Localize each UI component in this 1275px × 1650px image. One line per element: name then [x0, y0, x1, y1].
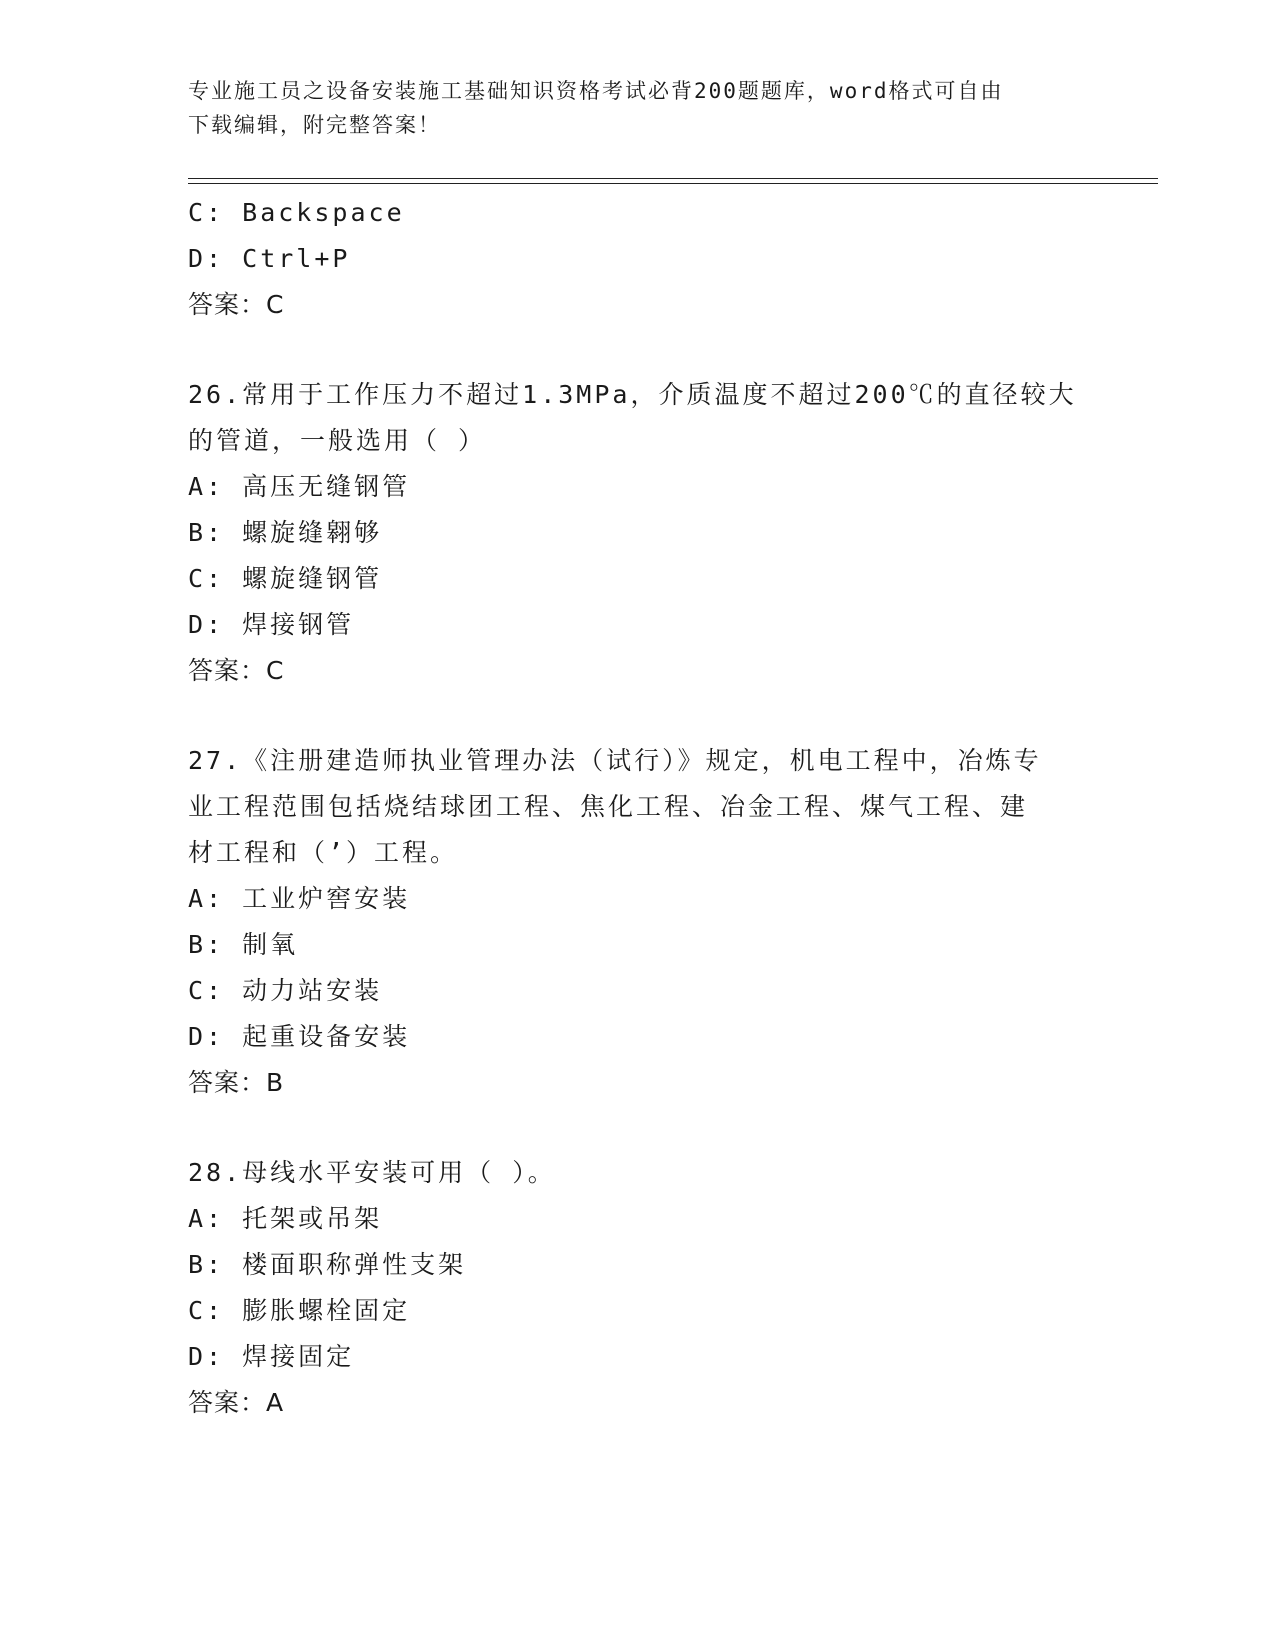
option-line: A: 高压无缝钢管 — [188, 472, 411, 501]
option-line: C: 动力站安装 — [188, 976, 383, 1005]
spacer — [188, 1106, 1088, 1150]
option-line: B: 制氧 — [188, 930, 299, 959]
option-line: A: 工业炉窖安装 — [188, 884, 411, 913]
spacer — [188, 694, 1088, 738]
question-text: 27.《注册建造师执业管理办法（试行）》规定，机电工程中，冶炼专 — [188, 746, 1042, 775]
option-line: A: 托架或吊架 — [188, 1204, 383, 1233]
header-line-2: 下载编辑，附完整答案！ — [188, 113, 441, 137]
option-line: B: 螺旋缝翱够 — [188, 518, 383, 547]
question-block — [188, 1150, 1088, 1426]
question-text: 26.常用于工作压力不超过1.3MPa，介质温度不超过200℃的直径较大 — [188, 380, 1077, 409]
header-line-1: 专业施工员之设备安装施工基础知识资格考试必背200题题库，word格式可自由 — [188, 79, 1004, 103]
question-block — [188, 738, 1088, 1106]
header-divider-top — [188, 178, 1158, 179]
question-block — [188, 372, 1088, 694]
option-line: D: Ctrl+P — [188, 244, 351, 273]
option-line: D: 焊接钢管 — [188, 610, 355, 639]
answer-line: 答案：C — [188, 656, 285, 685]
option-line: C: 膨胀螺栓固定 — [188, 1296, 411, 1325]
header-divider-bottom — [188, 183, 1158, 184]
answer-line: 答案：B — [188, 1068, 285, 1097]
question-text: 的管道，一般选用（ ） — [188, 426, 487, 455]
option-line: B: 楼面职称弹性支架 — [188, 1250, 467, 1279]
question-text: 28.母线水平安装可用（ ）。 — [188, 1158, 556, 1187]
spacer — [188, 328, 1088, 372]
question-text: 材工程和（’）工程。 — [188, 838, 459, 867]
question-text: 业工程范围包括烧结球团工程、焦化工程、冶金工程、煤气工程、建 — [188, 792, 1029, 821]
option-line: D: 起重设备安装 — [188, 1022, 411, 1051]
document-header — [188, 74, 1068, 142]
option-line: C: 螺旋缝钢管 — [188, 564, 383, 593]
question-block — [188, 190, 1088, 328]
answer-line: 答案：C — [188, 290, 285, 319]
option-line: C: Backspace — [188, 198, 405, 227]
answer-line: 答案：A — [188, 1388, 285, 1417]
question-list — [188, 190, 1088, 1426]
option-line: D: 焊接固定 — [188, 1342, 355, 1371]
